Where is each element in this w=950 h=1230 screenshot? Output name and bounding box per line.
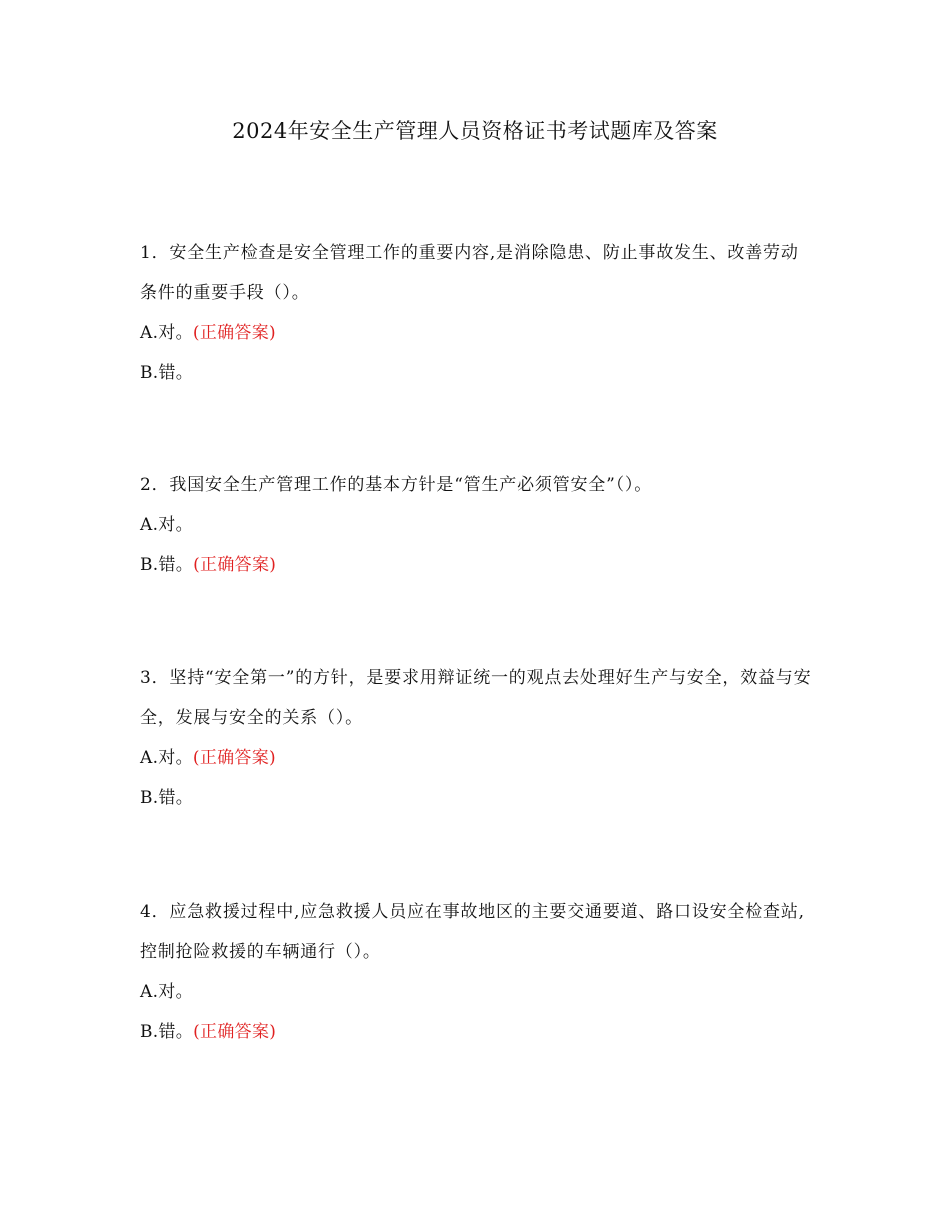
document-title: 2024年安全生产管理人员资格证书考试题库及答案 — [232, 119, 718, 143]
option-label: B.错。 — [140, 1022, 194, 1042]
question-text: 1．安全生产检查是安全管理工作的重要内容,是消除隐患、防止事故发生、改善劳动条件的重要手段（）。 — [140, 243, 799, 303]
option-label: A.对。 — [140, 323, 193, 343]
option-label: A.对。 — [140, 515, 193, 535]
question-2 — [140, 465, 812, 585]
option-a — [140, 738, 812, 778]
question-1 — [140, 233, 812, 393]
question-text: 2．我国安全生产管理工作的基本方针是“管生产必须管安全”（）。 — [140, 475, 652, 495]
option-b — [140, 353, 812, 393]
option-label: A.对。 — [140, 982, 193, 1002]
option-label: B.错。 — [140, 555, 194, 575]
option-a — [140, 972, 812, 1012]
option-label: B.错。 — [140, 363, 194, 383]
question-3 — [140, 658, 812, 818]
correct-answer-mark: (正确答案) — [193, 555, 277, 575]
question-text: 4．应急救援过程中,应急救援人员应在事故地区的主要交通要道、路口设安全检查站,控制抢险救援的车辆通行（）。 — [140, 902, 805, 962]
question-4 — [140, 892, 812, 1052]
option-b — [140, 778, 812, 818]
option-b — [140, 1012, 812, 1052]
option-label: B.错。 — [140, 788, 194, 808]
option-a — [140, 505, 812, 545]
correct-answer-mark: (正确答案) — [192, 748, 276, 768]
option-label: A.对。 — [140, 748, 193, 768]
option-b — [140, 545, 812, 585]
correct-answer-mark: (正确答案) — [193, 1022, 277, 1042]
option-a — [140, 313, 812, 353]
correct-answer-mark: (正确答案) — [192, 323, 276, 343]
question-text: 3．坚持“安全第一”的方针，是要求用辩证统一的观点去处理好生产与安全，效益与安全，发展与安全的关系（）。 — [140, 668, 812, 728]
